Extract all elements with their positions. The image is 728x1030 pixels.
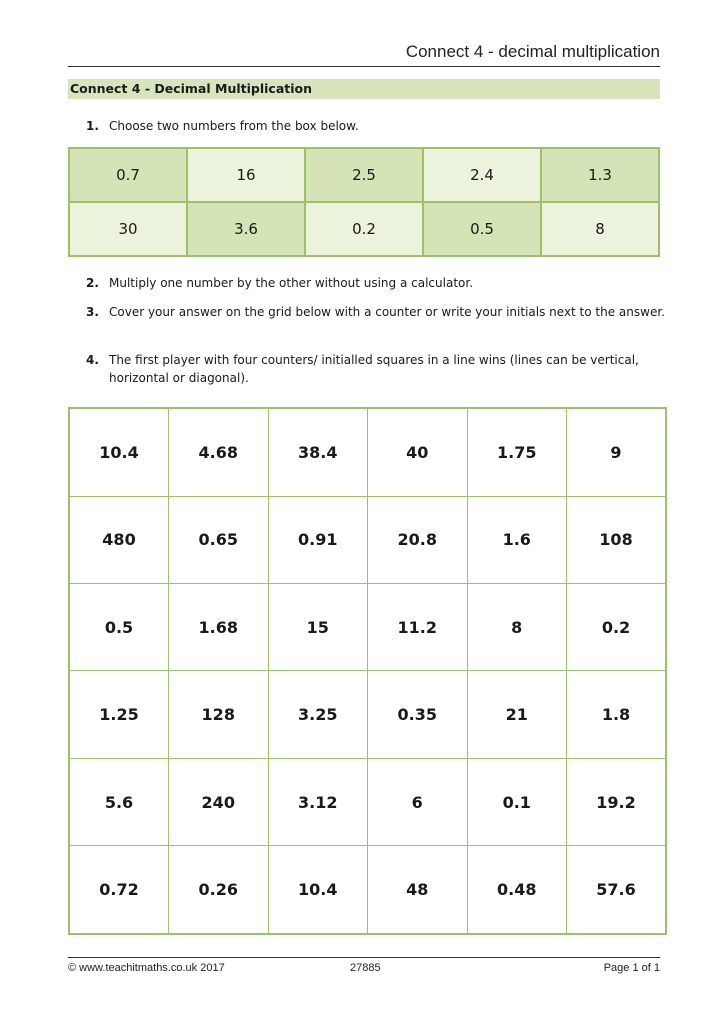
choice-cell[interactable]: 0.5 bbox=[423, 202, 541, 256]
step-text: Multiply one number by the other without using a calculator. bbox=[109, 276, 474, 290]
grid-row bbox=[69, 671, 666, 758]
choice-cell[interactable]: 30 bbox=[69, 202, 187, 256]
grid-cell[interactable]: 48 bbox=[368, 846, 468, 934]
choice-row bbox=[69, 148, 659, 202]
choice-cell[interactable]: 3.6 bbox=[187, 202, 305, 256]
grid-row bbox=[69, 496, 666, 583]
grid-cell[interactable]: 0.5 bbox=[69, 583, 169, 670]
choice-cell[interactable]: 8 bbox=[541, 202, 659, 256]
grid-cell[interactable]: 240 bbox=[169, 758, 269, 845]
grid-cell[interactable]: 0.65 bbox=[169, 496, 269, 583]
number-choice-box bbox=[68, 147, 660, 257]
grid-cell[interactable]: 11.2 bbox=[368, 583, 468, 670]
grid-cell[interactable]: 128 bbox=[169, 671, 269, 758]
step-number: 3. bbox=[86, 305, 99, 319]
grid-cell[interactable]: 20.8 bbox=[368, 496, 468, 583]
grid-cell[interactable]: 21 bbox=[467, 671, 567, 758]
page-header-title: Connect 4 - decimal multiplication bbox=[68, 40, 660, 67]
choice-cell[interactable]: 1.3 bbox=[541, 148, 659, 202]
grid-cell[interactable]: 10.4 bbox=[268, 846, 368, 934]
footer-page-number: Page 1 of 1 bbox=[603, 962, 660, 974]
grid-cell[interactable]: 40 bbox=[368, 408, 468, 496]
step-number: 4. bbox=[86, 353, 99, 367]
grid-cell[interactable]: 1.68 bbox=[169, 583, 269, 670]
step-3 bbox=[86, 303, 666, 321]
grid-cell[interactable]: 57.6 bbox=[567, 846, 667, 934]
grid-cell[interactable]: 1.25 bbox=[69, 671, 169, 758]
grid-cell[interactable]: 0.35 bbox=[368, 671, 468, 758]
grid-cell[interactable]: 0.1 bbox=[467, 758, 567, 845]
step-2 bbox=[86, 274, 666, 292]
step-number: 1. bbox=[86, 119, 99, 133]
grid-cell[interactable]: 1.8 bbox=[567, 671, 667, 758]
choice-cell[interactable]: 2.4 bbox=[423, 148, 541, 202]
grid-cell[interactable]: 108 bbox=[567, 496, 667, 583]
grid-cell[interactable]: 38.4 bbox=[268, 408, 368, 496]
choice-cell[interactable]: 0.2 bbox=[305, 202, 423, 256]
step-text: Choose two numbers from the box below. bbox=[109, 119, 359, 133]
step-number: 2. bbox=[86, 276, 99, 290]
grid-cell[interactable]: 19.2 bbox=[567, 758, 667, 845]
grid-row bbox=[69, 758, 666, 845]
step-4 bbox=[86, 351, 666, 387]
grid-cell[interactable]: 6 bbox=[368, 758, 468, 845]
grid-cell[interactable]: 8 bbox=[467, 583, 567, 670]
step-text: Cover your answer on the grid below with a counter or write your initials next to the answer. bbox=[109, 305, 665, 319]
grid-cell[interactable]: 0.91 bbox=[268, 496, 368, 583]
grid-cell[interactable]: 3.12 bbox=[268, 758, 368, 845]
grid-cell[interactable]: 1.6 bbox=[467, 496, 567, 583]
step-1 bbox=[86, 117, 666, 135]
grid-cell[interactable]: 9 bbox=[567, 408, 667, 496]
connect4-grid bbox=[68, 407, 667, 935]
choice-cell[interactable]: 2.5 bbox=[305, 148, 423, 202]
page-footer bbox=[68, 957, 660, 978]
grid-cell[interactable]: 0.48 bbox=[467, 846, 567, 934]
grid-row bbox=[69, 408, 666, 496]
grid-cell[interactable]: 4.68 bbox=[169, 408, 269, 496]
grid-row bbox=[69, 846, 666, 934]
grid-cell[interactable]: 0.72 bbox=[69, 846, 169, 934]
step-text: The first player with four counters/ initialled squares in a line wins (lines can be vertical, horizontal or diagonal). bbox=[109, 353, 639, 385]
grid-row bbox=[69, 583, 666, 670]
grid-cell[interactable]: 0.26 bbox=[169, 846, 269, 934]
grid-cell[interactable]: 1.75 bbox=[467, 408, 567, 496]
choice-cell[interactable]: 0.7 bbox=[69, 148, 187, 202]
choice-cell[interactable]: 16 bbox=[187, 148, 305, 202]
footer-resource-code: 27885 bbox=[350, 962, 381, 974]
grid-cell[interactable]: 480 bbox=[69, 496, 169, 583]
footer-copyright: © www.teachitmaths.co.uk 2017 bbox=[68, 962, 225, 974]
grid-cell[interactable]: 3.25 bbox=[268, 671, 368, 758]
choice-row bbox=[69, 202, 659, 256]
grid-cell[interactable]: 15 bbox=[268, 583, 368, 670]
worksheet-heading: Connect 4 - Decimal Multiplication bbox=[68, 79, 660, 99]
grid-cell[interactable]: 5.6 bbox=[69, 758, 169, 845]
grid-cell[interactable]: 10.4 bbox=[69, 408, 169, 496]
grid-cell[interactable]: 0.2 bbox=[567, 583, 667, 670]
